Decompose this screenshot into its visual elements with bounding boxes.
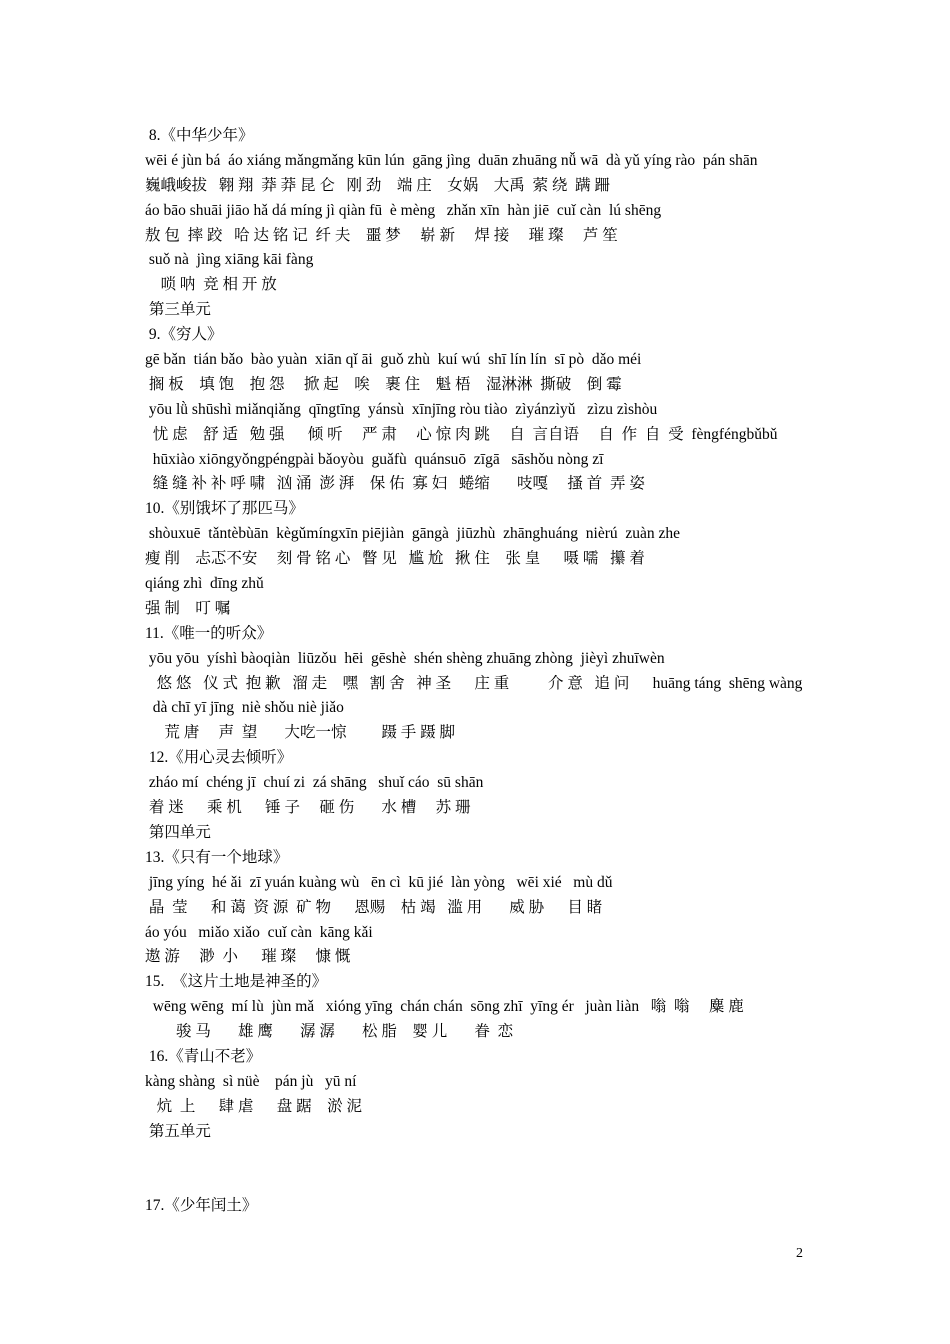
text-line: jīng yíng hé ǎi zī yuán kuàng wù ēn cì kū jié làn yòng wēi xié mù dǔ: [145, 873, 613, 891]
text-line: 巍峨峻拔 翱 翔 莽 莽 昆 仑 刚 劲 端 庄 女娲 大禹 萦 绕 蹒 跚: [145, 176, 611, 194]
text-line: [145, 1169, 825, 1194]
text-line: 8.《中华少年》: [145, 127, 254, 144]
text-line: 悠 悠 仪 式 抱 歉 溜 走 嘿 割 舍 神 圣 庄 重 介 意 追 问 huāng táng shēng wàng: [145, 674, 803, 692]
text-line: 9.《穷人》: [145, 326, 223, 344]
text-line: 第四单元: [145, 823, 211, 841]
text-line: 瘦 削 忐忑不安 刻 骨 铭 心 瞥 见 尴 尬 揪 住 张 皇 嗫 嚅 攥 着: [145, 550, 645, 568]
page-number: 2: [796, 1246, 803, 1261]
text-line: 16.《青山不老》: [145, 1047, 262, 1065]
text-line: 17.《少年闰土》: [145, 1197, 258, 1215]
text-line: 15. 《这片土地是神圣的》: [145, 973, 328, 991]
text-line: qiáng zhì dīng zhǔ: [145, 575, 264, 593]
text-line: 第三单元: [145, 301, 211, 319]
text-line: hūxiào xiōngyǒngpéngpài bǎoyòu guǎfù quánsuō zīgā sāshǒu nòng zī: [145, 450, 604, 468]
text-line: kàng shàng sì nüè pán jù yū ní: [145, 1072, 357, 1090]
text-line: 晶 莹 和 蔼 资 源 矿 物 恩赐 枯 竭 滥 用 威 胁 目 睹: [145, 898, 603, 916]
text-line: 13.《只有一个地球》: [145, 848, 289, 866]
text-line: 炕 上 肆 虐 盘 踞 淤 泥: [145, 1097, 363, 1115]
text-line: 缝 缝 补 补 呼 啸 汹 涌 澎 湃 保 佑 寡 妇 蜷缩 吱嘎 搔 首 弄 姿: [145, 475, 645, 493]
text-line: 第五单元: [145, 1122, 211, 1140]
text-line: 11.《唯一的听众》: [145, 624, 273, 642]
text-line: 忧 虑 舒 适 勉 强 倾 听 严 肃 心 惊 肉 跳 自 言自语 自 作 自 受 fèngféngbǔbǔ: [145, 425, 778, 443]
page-content: [145, 124, 825, 1219]
text-line: [145, 1145, 825, 1170]
text-line: suǒ nà jìng xiāng kāi fàng: [145, 251, 314, 269]
text-line: 荒 唐 声 望 大吃一惊 蹑 手 蹑 脚: [145, 724, 456, 742]
text-line: 搁 板 填 饱 抱 怨 掀 起 唉 裹 住 魁 梧 湿淋淋 撕破 倒 霉: [145, 375, 622, 393]
text-line: áo yóu miǎo xiǎo cuǐ càn kāng kǎi: [145, 923, 373, 941]
text-line: dà chī yī jīng niè shǒu niè jiǎo: [145, 699, 344, 717]
text-line: yōu yōu yíshì bàoqiàn liūzǒu hēi gēshè shén shèng zhuāng zhòng jièyì zhuīwèn: [145, 649, 665, 667]
text-line: gē bǎn tián bǎo bào yuàn xiān qǐ āi guǒ zhù kuí wú shī lín lín sī pò dǎo méi: [145, 351, 642, 369]
text-line: 12.《用心灵去倾听》: [145, 749, 293, 767]
text-line: 着 迷 乘 机 锤 子 砸 伤 水 槽 苏 珊: [145, 799, 471, 817]
text-line: áo bāo shuāi jiāo hǎ dá míng jì qiàn fū è mèng zhǎn xīn hàn jiē cuǐ càn lú shēng: [145, 201, 662, 219]
text-line: 遨 游 渺 小 璀 璨 慷 慨: [145, 948, 351, 966]
text-line: yōu lǜ shūshì miǎnqiǎng qīngtīng yánsù xīnjīng ròu tiào zìyánzìyǔ zìzu zìshòu: [145, 400, 658, 418]
text-line: 唢 呐 竞 相 开 放: [145, 276, 277, 294]
text-line: 骏 马 雄 鹰 潺 潺 松 脂 婴 儿 眷 恋: [145, 1023, 514, 1041]
text-line: zháo mí chéng jī chuí zi zá shāng shuǐ cáo sū shān: [145, 774, 484, 792]
text-line: 敖 包 摔 跤 哈 达 铭 记 纤 夫 噩 梦 崭 新 焊 接 璀 璨 芦 笙: [145, 226, 618, 244]
text-line: 10.《别饿坏了那匹马》: [145, 500, 304, 518]
text-line: shòuxuē tǎntèbùān kègǔmíngxīn piējiàn gāngà jiūzhù zhānghuáng nièrú zuàn zhe: [145, 525, 681, 543]
text-line: wēng wēng mí lù jùn mǎ xióng yīng chán chán sōng zhī yīng ér juàn liàn 嗡 嗡 麋 鹿: [145, 998, 744, 1016]
text-line: wēi é jùn bá áo xiáng mǎngmǎng kūn lún gāng jìng duān zhuāng nǚ wā dà yǔ yíng rào pán shān: [145, 151, 758, 169]
text-line: 强 制 叮 嘱: [145, 599, 231, 617]
